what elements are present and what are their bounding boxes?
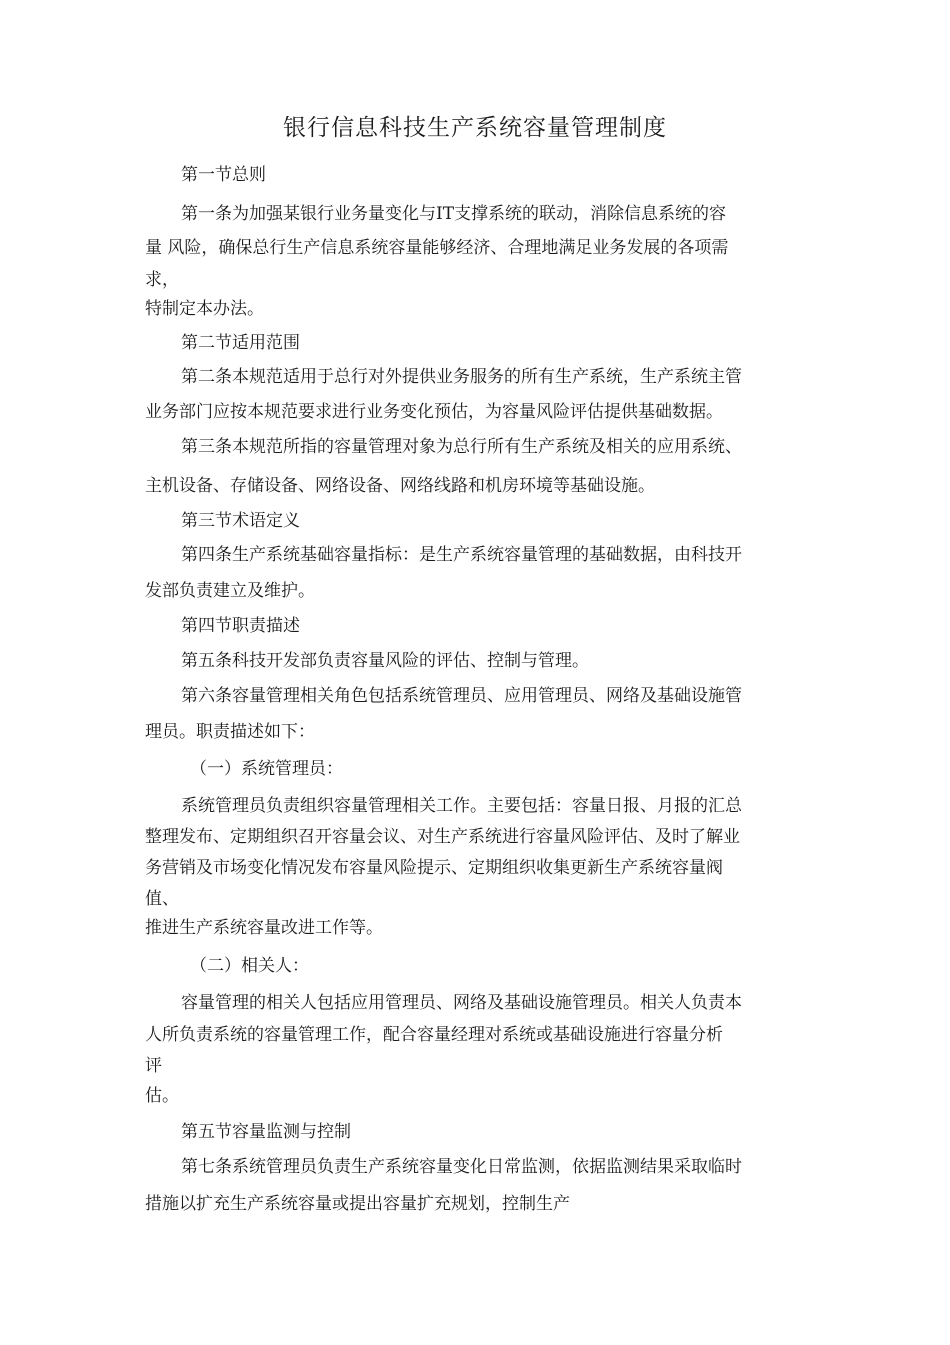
paragraph-line: 第六条容量管理相关角色包括系统管理员、应用管理员、网络及基础设施管 [181,686,742,706]
paragraph-line: 特制定本办法。 [145,299,264,319]
document-title: 银行信息科技生产系统容量管理制度 [283,115,667,141]
paragraph-line: 量 风险，确保总行生产信息系统容量能够经济、合理地满足业务发展的各项需 [145,238,729,258]
paragraph-line: 值、 [145,889,179,909]
paragraph-line: 业务部门应按本规范要求进行业务变化预估，为容量风险评估提供基础数据。 [145,402,723,422]
paragraph-line: 发部负责建立及维护。 [145,581,315,601]
section-heading-1: 第一节总则 [181,165,266,185]
paragraph-line: 第七条系统管理员负责生产系统容量变化日常监测，依据监测结果采取临时 [181,1157,742,1177]
paragraph-line: 务营销及市场变化情况发布容量风险提示、定期组织收集更新生产系统容量阀 [145,858,723,878]
paragraph-line: 第二条本规范适用于总行对外提供业务服务的所有生产系统，生产系统主管 [181,367,742,387]
section-heading-4: 第四节职责描述 [181,616,300,636]
section-heading-2: 第二节适用范围 [181,333,300,353]
subsection-heading: （一）系统管理员： [190,759,343,779]
paragraph-line: 理员。职责描述如下： [145,722,315,742]
paragraph-line: 系统管理员负责组织容量管理相关工作。主要包括：容量日报、月报的汇总 [181,796,742,816]
subsection-heading: （二）相关人： [190,956,309,976]
paragraph-line: 主机设备、存储设备、网络设备、网络线路和机房环境等基础设施。 [145,476,655,496]
paragraph-line: 推进生产系统容量改进工作等。 [145,918,383,938]
paragraph-line: 求， [145,270,179,290]
paragraph-line: 容量管理的相关人包括应用管理员、网络及基础设施管理员。相关人负责本 [181,993,742,1013]
paragraph-line: 整理发布、定期组织召开容量会议、对生产系统进行容量风险评估、及时了解业 [145,827,740,847]
paragraph-line: 第一条为加强某银行业务量变化与IT支撑系统的联动，消除信息系统的容 [181,204,727,224]
section-heading-3: 第三节术语定义 [181,511,300,531]
paragraph-line: 第五条科技开发部负责容量风险的评估、控制与管理。 [181,651,589,671]
paragraph-line: 评 [145,1056,162,1076]
paragraph-line: 第四条生产系统基础容量指标：是生产系统容量管理的基础数据，由科技开 [181,545,742,565]
paragraph-line: 第三条本规范所指的容量管理对象为总行所有生产系统及相关的应用系统、 [181,437,742,457]
paragraph-line: 估。 [145,1086,179,1106]
section-heading-5: 第五节容量监测与控制 [181,1122,351,1142]
paragraph-line: 人所负责系统的容量管理工作，配合容量经理对系统或基础设施进行容量分析 [145,1025,723,1045]
paragraph-line: 措施以扩充生产系统容量或提出容量扩充规划，控制生产 [145,1194,570,1214]
